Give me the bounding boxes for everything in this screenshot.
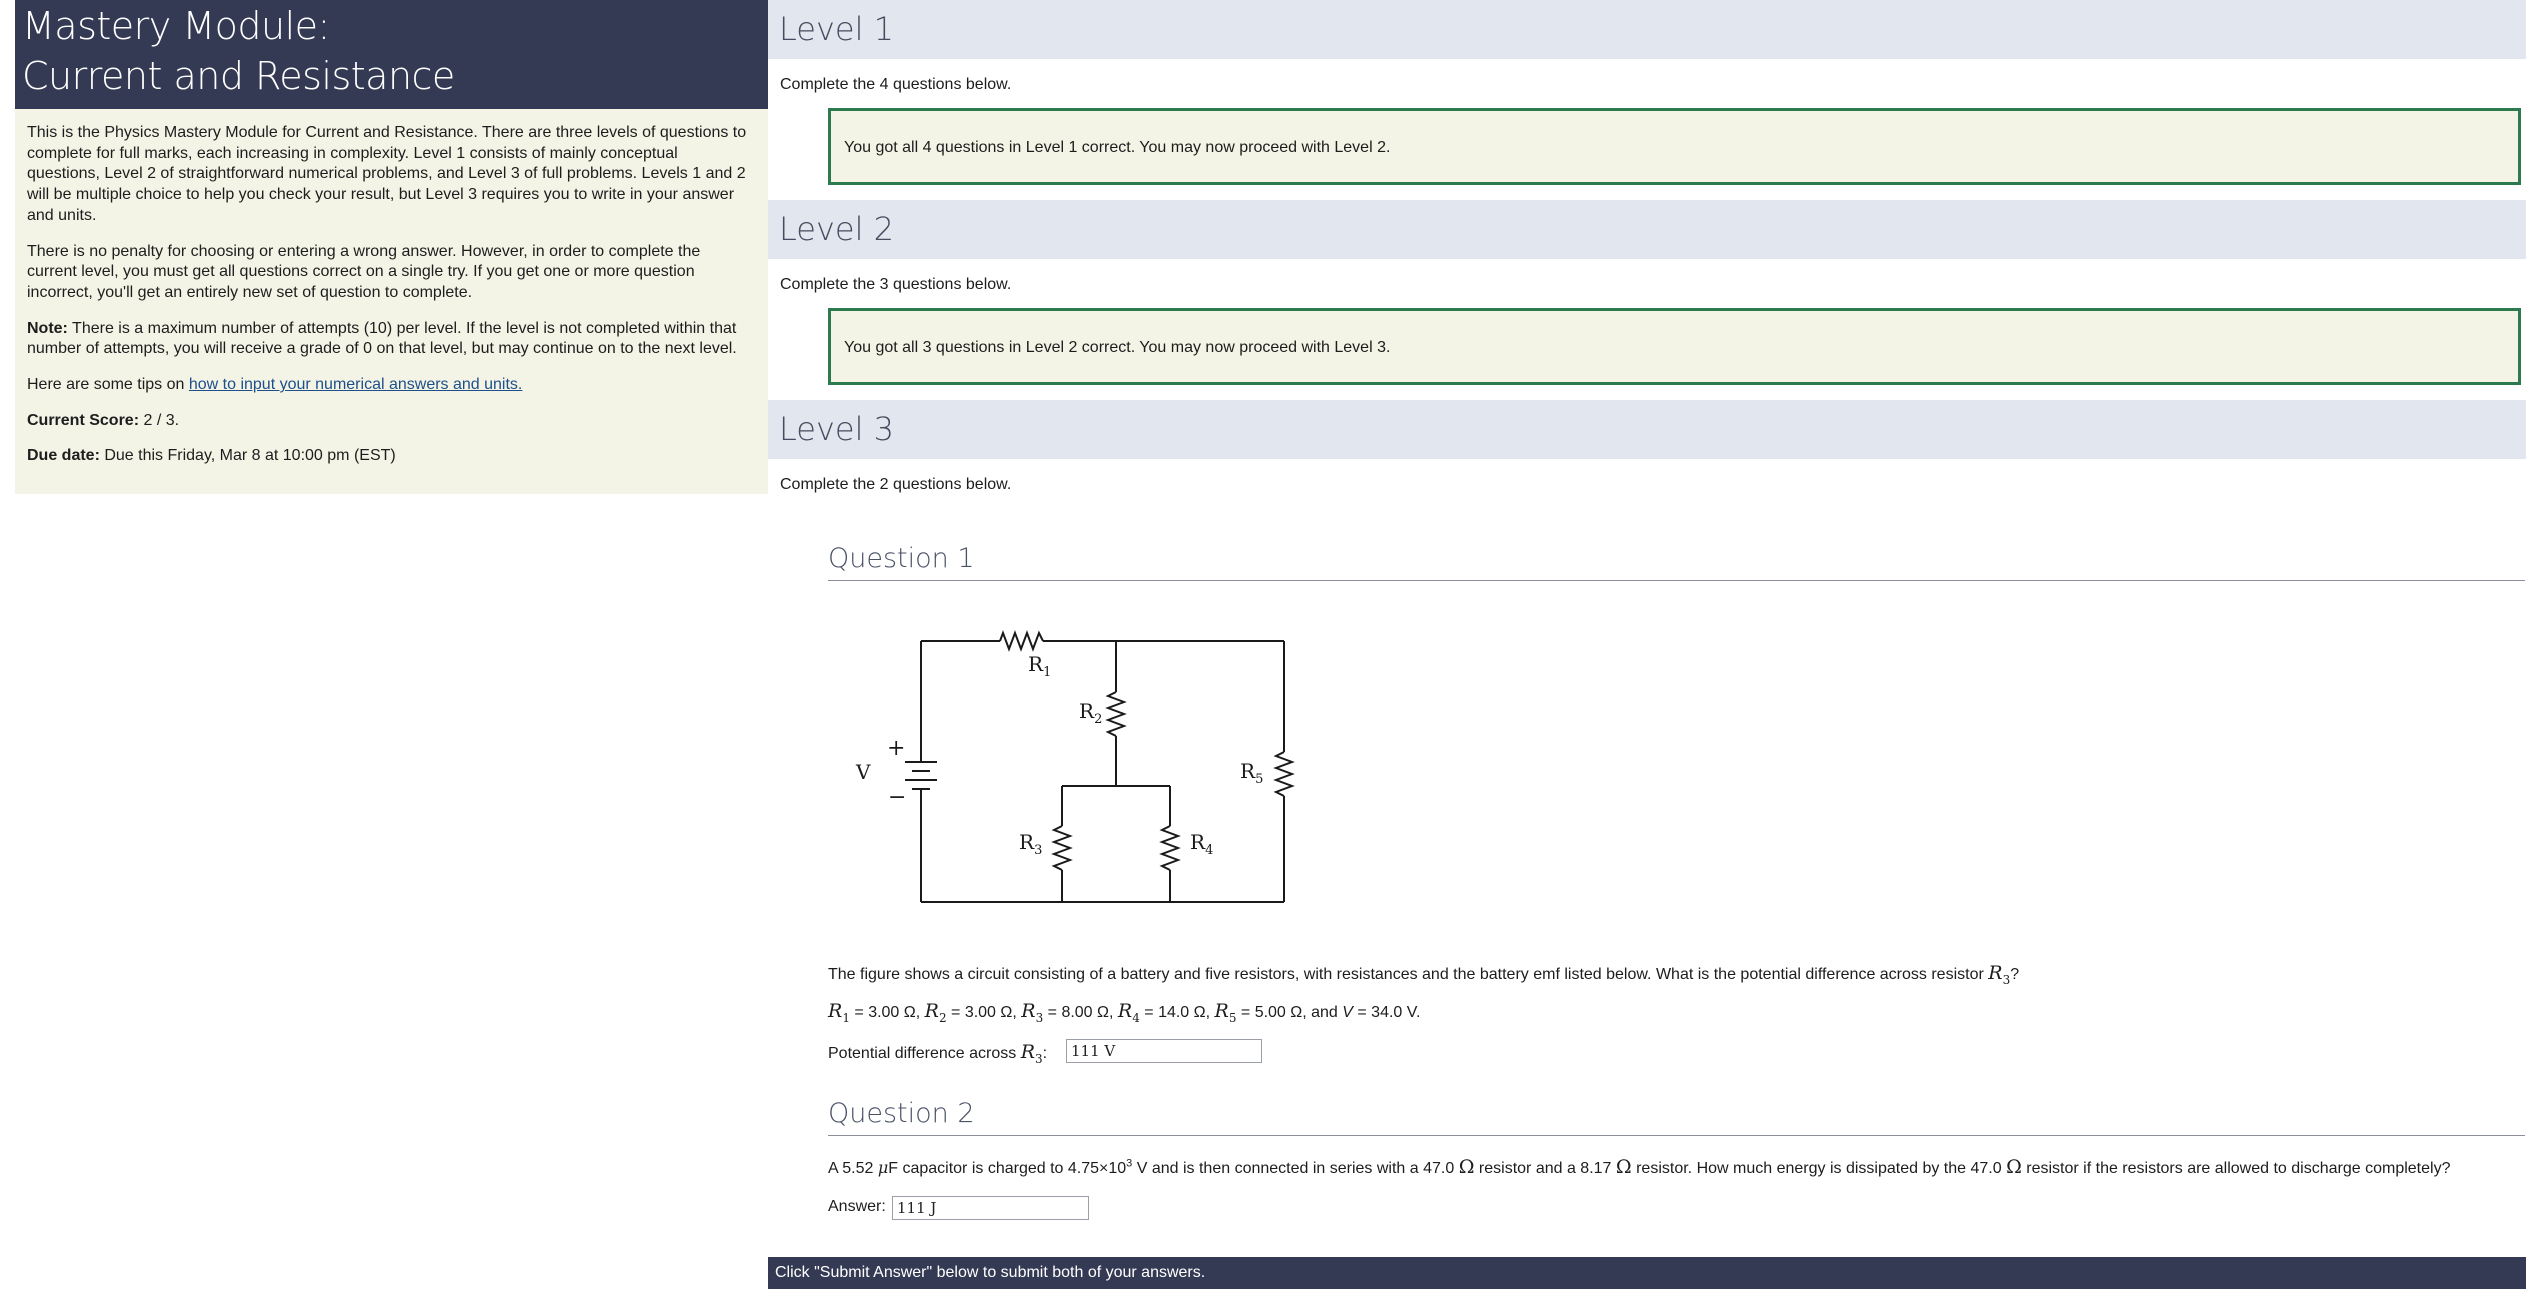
q2-ohm-3: Ω bbox=[2006, 1156, 2022, 1178]
q2-ohm-1: Ω bbox=[1458, 1156, 1475, 1178]
question-1-heading bbox=[828, 540, 2525, 581]
value-v-var: V bbox=[1342, 1004, 1353, 1021]
score-label: Current Score: bbox=[27, 411, 140, 429]
q2-text-6: resistor if the resistors are allowed to discharge completely? bbox=[2021, 1160, 2451, 1177]
submit-instruction-bar bbox=[768, 1257, 2526, 1289]
prompt-end: ? bbox=[2010, 966, 2020, 983]
resistor-r5 bbox=[1276, 752, 1292, 796]
submit-instruction-text: Click "Submit Answer" below to submit both of your answers. bbox=[775, 1264, 1206, 1281]
level-1-success-message bbox=[828, 108, 2521, 185]
value-r5: = 5.00 Ω, and bbox=[1236, 1004, 1343, 1021]
due-label: Due date: bbox=[27, 447, 100, 465]
level-3-title: Level 3 bbox=[779, 410, 894, 448]
tips-prefix: Here are some tips on bbox=[27, 376, 189, 394]
question-2-answer-label: Answer: bbox=[828, 1198, 886, 1215]
score-value: 2 / 3. bbox=[139, 411, 180, 429]
due-date bbox=[27, 446, 747, 467]
note-text: There is a maximum number of attempts (10) per level. If the level is not completed within that number of attempts, you will receive a grade of 0 on that level, but may continue on to the next level. bbox=[27, 319, 737, 358]
resistor-r4 bbox=[1162, 826, 1178, 870]
value-r1: = 3.00 Ω, bbox=[849, 1004, 925, 1021]
tips-link[interactable]: how to input your numerical answers and units. bbox=[188, 376, 523, 394]
question-2-title: Question 2 bbox=[828, 1098, 975, 1129]
q2-exponent: 3 bbox=[1126, 1157, 1133, 1170]
label-r5: $R_5$ bbox=[1240, 759, 1264, 787]
module-title-line1: Mastery Module: bbox=[22, 4, 330, 48]
level-2-title: Level 2 bbox=[779, 210, 894, 248]
answer-label-colon: : bbox=[1042, 1045, 1048, 1062]
resistor-r2 bbox=[1108, 692, 1124, 736]
q2-text-4: resistor and a 8.17 bbox=[1474, 1160, 1616, 1177]
circuit-diagram bbox=[850, 626, 1300, 916]
value-r2-var: $R_2$ bbox=[924, 1000, 947, 1025]
label-v: V bbox=[856, 760, 871, 784]
value-v: = 34.0 V. bbox=[1352, 1004, 1421, 1021]
value-r3: = 8.00 Ω, bbox=[1043, 1004, 1118, 1021]
due-value: Due this Friday, Mar 8 at 10:00 pm (EST) bbox=[99, 447, 396, 465]
label-r2: $R_2$ bbox=[1079, 699, 1103, 727]
value-r5-var: $R_5$ bbox=[1214, 1000, 1237, 1025]
prompt-var: $R_3$ bbox=[1988, 962, 2011, 987]
level-1-header bbox=[768, 0, 2526, 59]
tips-paragraph bbox=[27, 375, 747, 396]
level-3-instruction: Complete the 2 questions below. bbox=[780, 476, 1012, 493]
question-2-answer-input[interactable]: 111 J bbox=[892, 1196, 1089, 1220]
level-3-header bbox=[768, 400, 2526, 459]
resistor-r1 bbox=[1000, 633, 1043, 649]
module-title-line2: Current and Resistance bbox=[22, 54, 455, 98]
level-2-success-message bbox=[828, 308, 2521, 385]
answer-label-var: $R_3$ bbox=[1020, 1041, 1043, 1066]
module-info-panel bbox=[15, 109, 768, 494]
question-1-values bbox=[828, 1000, 1420, 1025]
level-2-feedback: You got all 3 questions in Level 2 correct. You may now proceed with Level 3. bbox=[844, 339, 1391, 356]
q2-text-1: A 5.52 bbox=[828, 1160, 878, 1177]
label-plus: + bbox=[887, 736, 906, 761]
level-1-instruction: Complete the 4 questions below. bbox=[780, 76, 1012, 93]
module-title-block bbox=[15, 0, 768, 109]
question-1-answer-input[interactable]: 111 V bbox=[1066, 1039, 1262, 1063]
value-r1-var: $R_1$ bbox=[828, 1000, 850, 1025]
label-minus: − bbox=[888, 785, 907, 810]
value-r2: = 3.00 Ω, bbox=[946, 1004, 1022, 1021]
level-2-header bbox=[768, 200, 2526, 259]
note-paragraph bbox=[27, 319, 747, 360]
intro-paragraph: This is the Physics Mastery Module for Current and Resistance. There are three levels of questions to complete for full marks, each increasing in complexity. Level 1 consists of mainly conceptual questions, Level 2 of straightforward numerical problems, and Level 3 of full problems. Levels 1 and 2 will be multiple choice to help you check your result, but Level 3 requires you to write in your answer and units. bbox=[27, 124, 747, 224]
note-label: Note: bbox=[27, 319, 68, 337]
question-1-prompt bbox=[828, 962, 2019, 987]
label-r1: $R_1$ bbox=[1028, 652, 1052, 680]
level-2-instruction: Complete the 3 questions below. bbox=[780, 276, 1012, 293]
value-r3-var: $R_3$ bbox=[1021, 1000, 1044, 1025]
label-r3: $R_3$ bbox=[1019, 830, 1043, 858]
value-r4-var: $R_4$ bbox=[1117, 1000, 1140, 1025]
level-1-feedback: You got all 4 questions in Level 1 correct. You may now proceed with Level 2. bbox=[844, 139, 1391, 156]
q2-text-3: V and is then connected in series with a 47.0 bbox=[1132, 1160, 1459, 1177]
question-1-answer-label bbox=[828, 1041, 1047, 1066]
penalty-paragraph: There is no penalty for choosing or entering a wrong answer. However, in order to complete the current level, you must get all questions correct on a single try. If you get one or more question incorrect, you'll get an entirely new set of question to complete. bbox=[27, 242, 701, 301]
answer-label-text: Potential difference across bbox=[828, 1045, 1021, 1062]
q2-ohm-2: Ω bbox=[1615, 1156, 1632, 1178]
current-score bbox=[27, 411, 747, 432]
prompt-text: The figure shows a circuit consisting of a battery and five resistors, with resistances and the battery emf listed below. What is the potential difference across resistor bbox=[828, 966, 1989, 983]
question-2-heading bbox=[828, 1095, 2525, 1136]
resistor-r3 bbox=[1054, 826, 1070, 870]
question-2-prompt bbox=[828, 1156, 2450, 1178]
question-1-title: Question 1 bbox=[828, 543, 975, 574]
value-r4: = 14.0 Ω, bbox=[1139, 1004, 1215, 1021]
q2-text-5: resistor. How much energy is dissipated by the 47.0 bbox=[1631, 1160, 2007, 1177]
level-1-title: Level 1 bbox=[779, 10, 894, 48]
q2-mu: μ bbox=[877, 1158, 889, 1177]
label-r4: $R_4$ bbox=[1190, 830, 1214, 858]
q2-text-2: F capacitor is charged to 4.75×10 bbox=[888, 1160, 1127, 1177]
